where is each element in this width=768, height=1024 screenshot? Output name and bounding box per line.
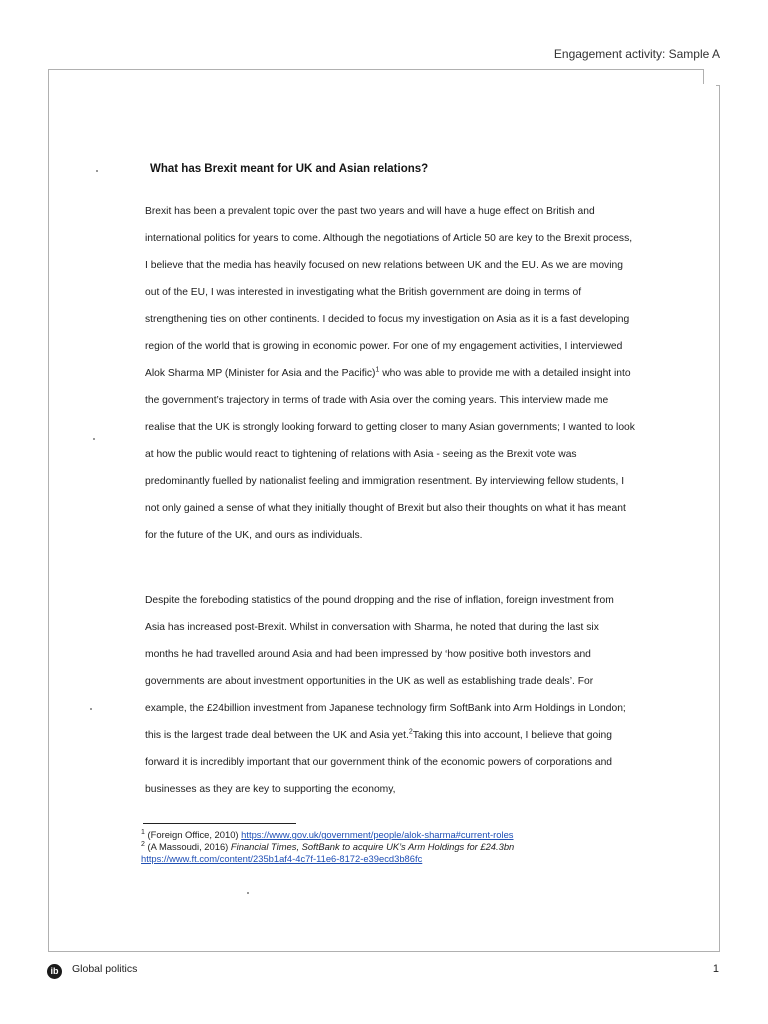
- scan-speck: [247, 892, 249, 894]
- footnote-rule: [143, 823, 296, 824]
- footnote-2-source: Financial Times, SoftBank to acquire UK’s Arm Holdings for £24.3bn: [230, 841, 515, 852]
- paragraph-1-text-b: who was able to provide me with a detailed insight into the government’s trajectory in terms of trade with Asia over the coming years. This interview made me realise that the UK is strongly looking forward to getting closer to many Asian governments; I wanted to look at how the public would react to tightening of relations with Asia - seeing as the Brexit vote was predominantly fuelled by nationalist feeling and immigration resentment. By interviewing fellow students, I not only gained a sense of what they initially thought of Brexit but also their thoughts on what it has meant for the future of the UK, and ours as individuals.: [145, 368, 635, 541]
- footnote-1-number: 1: [141, 828, 145, 836]
- footnote-ref-2: 2: [408, 728, 413, 736]
- footnotes: [141, 829, 661, 865]
- paragraph-2-text-b: Taking this into account, I believe that going forward it is incredibly important that our government think of the economic powers of corporations and businesses as they are key to supporting the economy,: [145, 730, 613, 795]
- footnote-1-text: (Foreign Office, 2010): [144, 829, 242, 840]
- ib-logo-icon: ib: [47, 964, 62, 979]
- footer-subject: Global politics: [72, 963, 138, 975]
- page-number: 1: [712, 963, 719, 975]
- footnote-2-text: (A Massoudi, 2016): [144, 841, 231, 852]
- paragraph-2: [145, 587, 635, 803]
- header-title: Engagement activity: Sample A: [553, 47, 720, 61]
- footnote-2-link[interactable]: https://www.ft.com/content/235b1af4-4c7f-11e6-8172-e39ecd3b86fc: [141, 853, 423, 864]
- footnote-ref-1: 1: [375, 366, 380, 374]
- footnote-2-number: 2: [141, 840, 145, 848]
- paragraph-2-text-a: Despite the foreboding statistics of the pound dropping and the rise of inflation, foreign investment from Asia has increased post-Brexit. Whilst in conversation with Sharma, he noted that during the last six months he had travelled around Asia and had been impressed by ‘how positive both investors and governments are about investment opportunities in the UK as well as establishing trade deals’. For example, the £24billion investment from Japanese technology firm SoftBank into Arm Holdings in London; this is the largest trade deal between the UK and Asia yet.: [145, 595, 626, 741]
- footnote-2: [141, 841, 661, 853]
- scan-speck: [96, 170, 98, 172]
- scan-speck: [93, 438, 95, 440]
- paragraph-1: [145, 198, 635, 549]
- footnote-1: [141, 829, 661, 841]
- scan-speck: [90, 708, 92, 710]
- document-heading: What has Brexit meant for UK and Asian relations?: [150, 163, 429, 175]
- paragraph-1-text-a: Brexit has been a prevalent topic over the past two years and will have a huge effect on British and international politics for years to come. Although the negotiations of Article 50 are key to the Brexit process, I believe that the media has heavily focused on new relations between UK and the EU. As we are moving out of the EU, I was interested in investigating what the British government are doing in terms of strengthening ties on other continents. I decided to focus my investigation on Asia as it is a fast developing region of the world that is growing in economic power. For one of my engagement activities, I interviewed Alok Sharma MP (Minister for Asia and the Pacific): [145, 206, 633, 379]
- footnote-1-link[interactable]: https://www.gov.uk/government/people/alok-sharma#current-roles: [241, 829, 514, 840]
